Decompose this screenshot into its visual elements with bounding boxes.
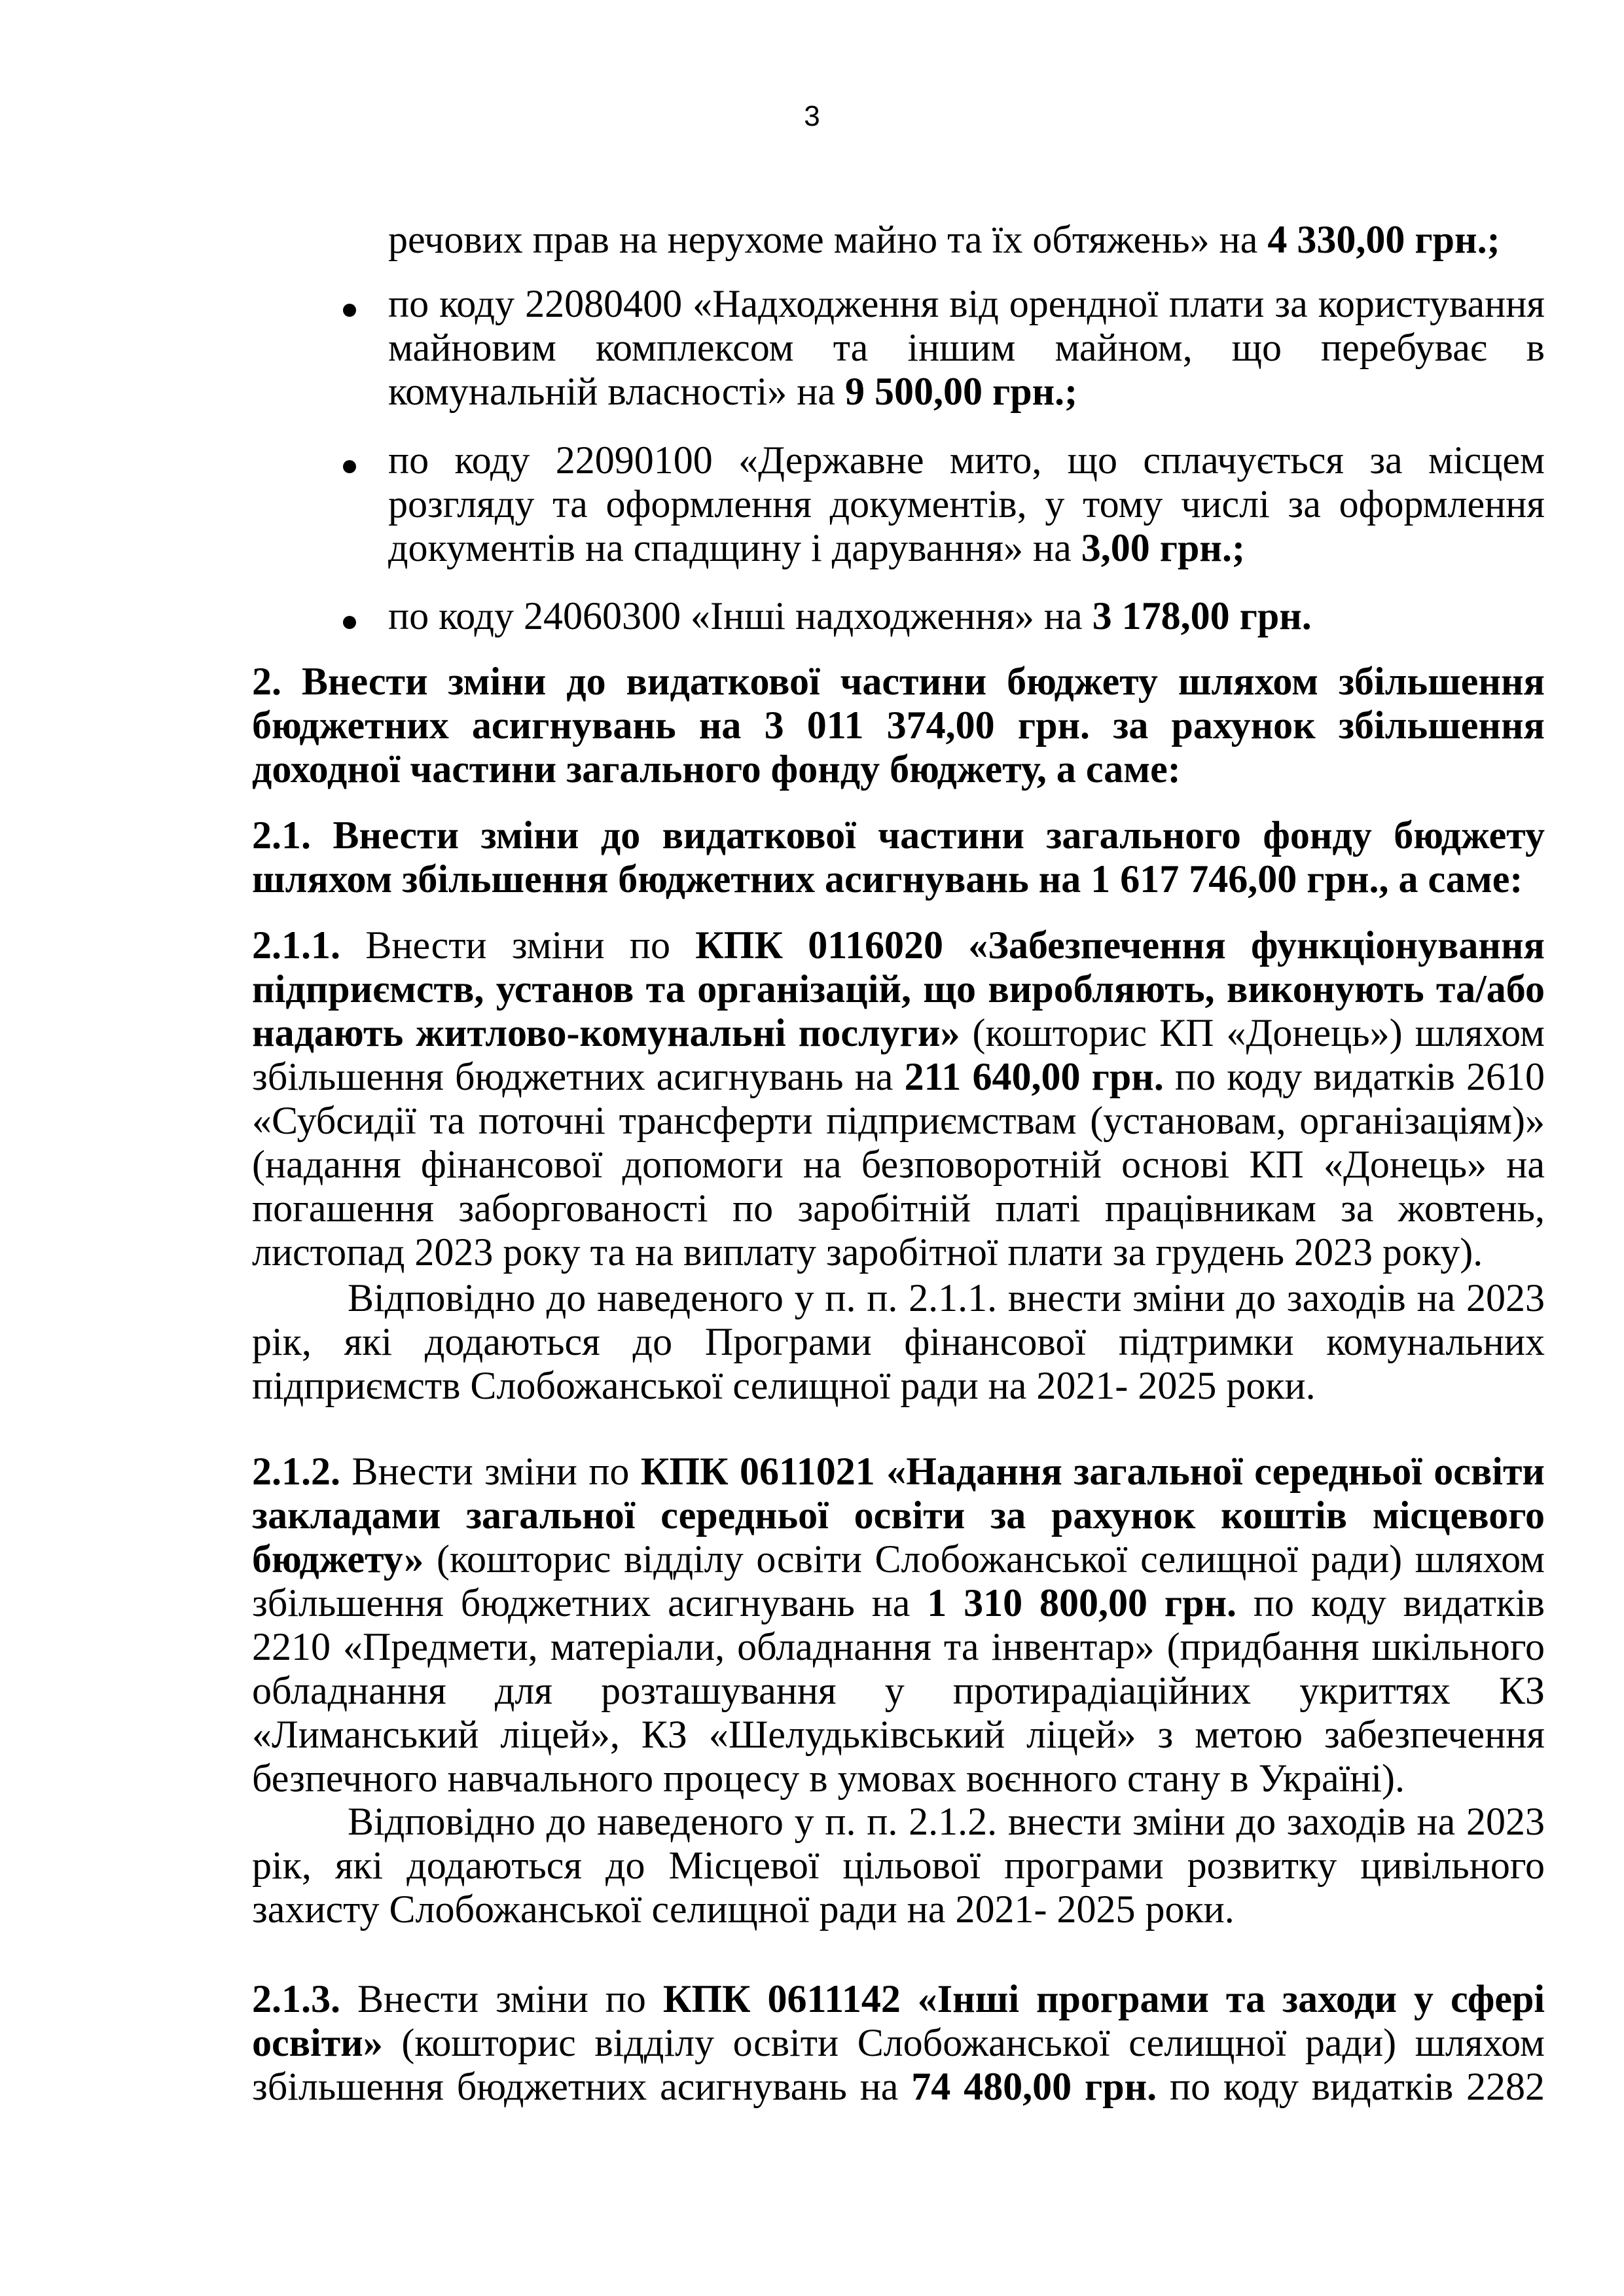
section-lead: Внести зміни по [340, 1977, 663, 2020]
intro-text: речових прав на нерухоме майно та їх обтяжень» на [388, 218, 1268, 261]
bullet-text: по коду 22090100 «Державне мито, що сплачується за місцем розгляду та оформлення документів, у тому числі за оформлення документів на спадщину і дарування» на [388, 439, 1545, 569]
section-tail: по коду видатків 2210 «Предмети, матеріали, обладнання та інвентар» (придбання шкільного обладнання для розташування у протирадіаційних укриттях КЗ «Лиманський ліцей», КЗ «Шелудьківський ліцей» з метою забезпечення безпечного навчального процесу в умовах воєнного стану в Україні). [252, 1581, 1545, 1800]
section-2-1-heading [252, 814, 1545, 901]
bullet-icon [340, 439, 360, 482]
intro-amount: 4 330,00 грн.; [1267, 218, 1500, 261]
section-number: 2.1.2. [252, 1450, 340, 1493]
section-number: 2.1.1. [252, 924, 340, 967]
bullet-icon [340, 282, 360, 326]
section-tail: по коду видатків 2282 [1157, 2065, 1545, 2108]
section-amount: 1 310 800,00 грн. [927, 1581, 1237, 1624]
bullet-text: по коду 22080400 «Надходження від орендної плати за користування майновим комплексом та іншим майном, що перебуває в комунальній власності» на [388, 282, 1545, 413]
section-mid: (кошторис відділу освіти Слобожанської селищної ради) шляхом збільшення бюджетних асигнувань на [252, 2021, 1545, 2108]
bullet-amount: 3,00 грн.; [1081, 526, 1245, 569]
kpk-title: КПК 0611021 «Надання загальної середньої освіти закладами загальної середньої освіти за рахунок коштів місцевого бюджету» [252, 1450, 1545, 1581]
income-bullet-item [388, 282, 1545, 414]
section-number: 2.1.3. [252, 1977, 340, 2020]
intro-continuation [388, 218, 1545, 262]
income-bullet-item [388, 439, 1545, 570]
kpk-title: КПК 0116020 «Забезпечення функціонування підприємств, установ та організацій, що виробляють, виконують та/або надають житлово-комунальні послуги» [252, 924, 1545, 1054]
page-number: 3 [804, 100, 820, 132]
section-2-1-1-note: Відповідно до наведеного у п. п. 2.1.1. внести зміни до заходів на 2023 рік, які додаються до Програми фінансової підтримки комунальних підприємств Слобожанської селищної ради на 2021- 2025 роки. [252, 1276, 1545, 1407]
section-mid: (кошторис КП «Донець») шляхом збільшення бюджетних асигнувань на [252, 1011, 1545, 1098]
bullet-text: по коду 24060300 «Інші надходження» на [388, 594, 1092, 637]
kpk-title: КПК 0611142 «Інші програми та заходи у сфері освіти» [252, 1977, 1545, 2064]
section-2-text: 2. Внести зміни до видаткової частини бюджету шляхом збільшення бюджетних асигнувань на 3 011 374,00 грн. за рахунок збільшення доходної частини загального фонду бюджету, а саме: [252, 660, 1545, 791]
section-2-1-text: 2.1. Внести зміни до видаткової частини загального фонду бюджету шляхом збільшення бюджетних асигнувань на 1 617 746,00 грн., а саме: [252, 814, 1545, 901]
section-mid: (кошторис відділу освіти Слобожанської селищної ради) шляхом збільшення бюджетних асигнувань на [252, 1537, 1545, 1624]
bullet-icon [340, 594, 360, 638]
section-2-heading [252, 660, 1545, 791]
section-2-1-2-note: Відповідно до наведеного у п. п. 2.1.2. внести зміни до заходів на 2023 рік, які додаються до Місцевої цільової програми розвитку цивільного захисту Слобожанської селищної ради на 2021- 2025 роки. [252, 1800, 1545, 1931]
section-2-1-2 [252, 1450, 1545, 1801]
bullet-amount: 9 500,00 грн.; [845, 370, 1078, 413]
section-2-1-1 [252, 924, 1545, 1274]
bullet-amount: 3 178,00 грн. [1092, 594, 1312, 637]
section-amount: 74 480,00 грн. [911, 2065, 1157, 2108]
section-lead: Внести зміни по [340, 924, 696, 967]
section-amount: 211 640,00 грн. [904, 1055, 1164, 1098]
section-lead: Внести зміни по [340, 1450, 641, 1493]
section-2-1-3 [252, 1977, 1545, 2109]
section-tail: по коду видатків 2610 «Субсидії та поточні трансферти підприємствам (установам, організаціям)» (надання фінансової допомоги на безповоротній основі КП «Донець» на погашення заборгованості по заробітній платі працівникам за жовтень, листопад 2023 року та на виплату заробітної плати за грудень 2023 року). [252, 1055, 1545, 1274]
income-bullet-item [388, 594, 1545, 638]
